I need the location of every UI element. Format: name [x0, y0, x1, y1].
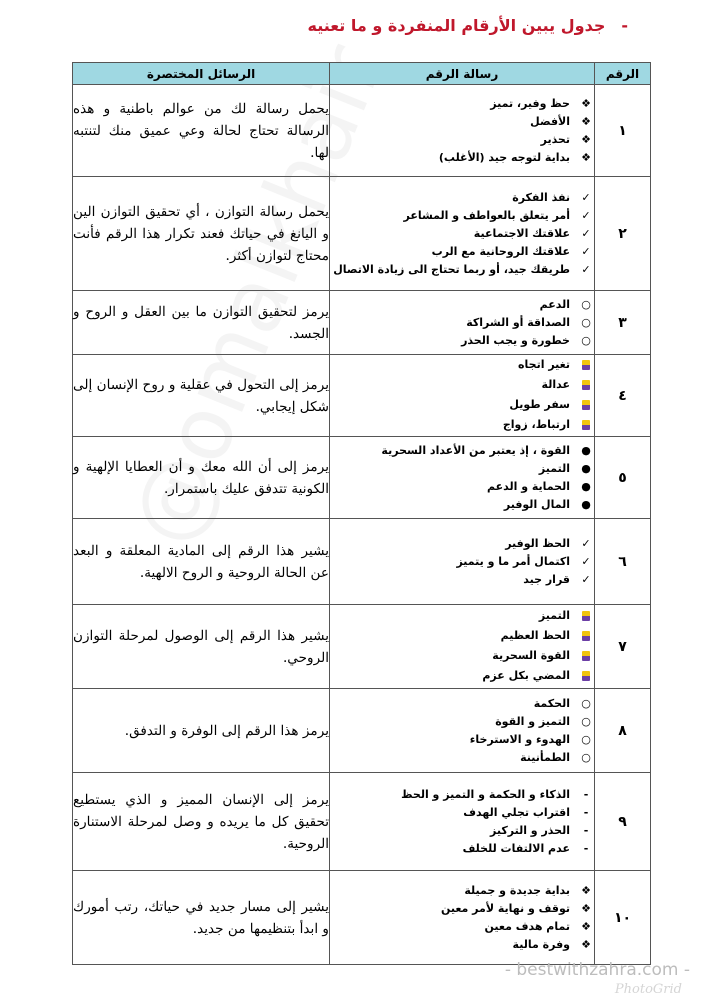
circle-bullet-icon: ○ — [581, 297, 591, 311]
circle-bullet-icon: ○ — [581, 750, 591, 764]
list-item-text: أمر يتعلق بالعواطف و المشاعر — [403, 208, 570, 222]
message-list — [330, 442, 594, 514]
dash-bullet-icon: - — [583, 787, 589, 801]
row-number: ١٠ — [595, 871, 651, 965]
list-item-text: الصداقة أو الشراكة — [466, 315, 570, 329]
list-item-text: الحماية و الدعم — [486, 479, 570, 493]
check-bullet-icon: ✓ — [581, 190, 591, 204]
diamond-bullet-icon: ❖ — [581, 114, 591, 128]
list-item-text: الهدوء و الاسترخاء — [469, 732, 570, 746]
row-number: ٤ — [595, 355, 651, 437]
list-item-text: التميز و القوة — [495, 714, 570, 728]
list-item — [330, 314, 594, 332]
list-item-text: تغير اتجاه — [518, 357, 570, 371]
footer-watermark-small: PhotoGrid — [614, 982, 682, 997]
diamond-bullet-icon: ❖ — [581, 883, 591, 897]
list-item — [330, 918, 594, 936]
list-item-text: الطمأنينة — [520, 750, 570, 764]
row-summary: يرمز هذا الرقم إلى الوفرة و التدفق. — [73, 689, 330, 773]
dot-bullet-icon: ● — [581, 497, 591, 511]
list-item-text: نفذ الفكرة — [512, 190, 570, 204]
table-row — [73, 437, 651, 519]
list-item-text: اقتراب تجلي الهدف — [463, 805, 570, 819]
flag-bullet-icon — [578, 607, 594, 627]
table-body — [73, 85, 651, 965]
list-item-text: القوة ، إذ يعتبر من الأعداد السحرية — [381, 443, 570, 457]
row-number: ٢ — [595, 177, 651, 291]
list-item — [330, 261, 594, 279]
header-message: رسالة الرقم — [330, 63, 595, 85]
list-item-text: الدعم — [539, 297, 570, 311]
table-header-row — [73, 63, 651, 85]
list-item-text: المضي بكل عزم — [482, 668, 570, 682]
list-item — [330, 804, 594, 822]
list-item — [330, 667, 594, 687]
list-item-text: وفرة مالية — [512, 937, 570, 951]
circle-bullet-icon: ○ — [581, 333, 591, 347]
list-item — [330, 478, 594, 496]
row-summary: يحمل رسالة التوازن ، أي تحقيق التوازن الين و اليانغ في حياتك فعند تكرار هذا الرقم فأنت محتاج لتوازن أكثر. — [73, 177, 330, 291]
circle-bullet-icon: ○ — [581, 732, 591, 746]
row-number: ٥ — [595, 437, 651, 519]
list-item — [330, 496, 594, 514]
list-item — [330, 647, 594, 667]
list-item-text: ارتباط، زواج — [502, 417, 570, 431]
list-item-text: الذكاء و الحكمة و التميز و الحظ — [401, 787, 570, 801]
list-item-text: تمام هدف معين — [484, 919, 570, 933]
list-item-text: القوة السحرية — [492, 648, 570, 662]
flag-bullet-icon — [578, 396, 594, 416]
row-messages — [330, 355, 595, 437]
row-summary: يشير إلى مسار جديد في حياتك، رتب أمورك و ابدأ بتنظيمها من جديد. — [73, 871, 330, 965]
list-item-text: عدم الالتفات للخلف — [462, 841, 570, 855]
list-item-text: بداية جديدة و جميلة — [464, 883, 570, 897]
list-item-text: علاقتك الروحانية مع الرب — [431, 244, 570, 258]
title-dash: - — [621, 16, 628, 35]
list-item — [330, 607, 594, 627]
numbers-table — [72, 62, 651, 965]
dash-bullet-icon: - — [583, 805, 589, 819]
list-item — [330, 535, 594, 553]
table-row — [73, 177, 651, 291]
title-text: جدول يبين الأرقام المنفردة و ما تعنيه — [307, 16, 606, 35]
row-number: ٨ — [595, 689, 651, 773]
list-item — [330, 936, 594, 954]
list-item — [330, 882, 594, 900]
row-summary: يرمز لتحقيق التوازن ما بين العقل و الروح و الجسد. — [73, 291, 330, 355]
list-item — [330, 356, 594, 376]
diamond-bullet-icon: ❖ — [581, 937, 591, 951]
list-item — [330, 416, 594, 436]
header-summary: الرسائل المختصرة — [73, 63, 330, 85]
list-item — [330, 131, 594, 149]
row-messages — [330, 291, 595, 355]
list-item — [330, 460, 594, 478]
row-summary: يشير هذا الرقم إلى المادية المعلقة و البعد عن الحالة الروحية و الروح الالهية. — [73, 519, 330, 605]
list-item — [330, 332, 594, 350]
row-summary: يرمز إلى أن الله معك و أن العطايا الإلهية و الكونية تتدفق عليك باستمرار. — [73, 437, 330, 519]
flag-bullet-icon — [578, 647, 594, 667]
list-item — [330, 840, 594, 858]
list-item — [330, 695, 594, 713]
list-item-text: التميز — [538, 461, 570, 475]
list-item-text: بداية لتوجه جيد (الأغلب) — [438, 150, 570, 164]
list-item — [330, 442, 594, 460]
list-item-text: عدالة — [541, 377, 570, 391]
circle-bullet-icon: ○ — [581, 714, 591, 728]
header-number: الرقم — [595, 63, 651, 85]
list-item-text: الحظ الوفير — [505, 536, 570, 550]
flag-bullet-icon — [578, 667, 594, 687]
list-item — [330, 189, 594, 207]
list-item-text: خطورة و يجب الحذر — [461, 333, 570, 347]
message-list — [330, 95, 594, 167]
flag-bullet-icon — [578, 356, 594, 376]
table-row — [73, 291, 651, 355]
dash-bullet-icon: - — [583, 841, 589, 855]
diamond-bullet-icon: ❖ — [581, 150, 591, 164]
flag-bullet-icon — [578, 627, 594, 647]
row-messages — [330, 605, 595, 689]
diamond-bullet-icon: ❖ — [581, 96, 591, 110]
list-item — [330, 786, 594, 804]
list-item-text: علاقتك الاجتماعية — [473, 226, 570, 240]
message-list — [330, 786, 594, 858]
list-item-text: التميز — [538, 608, 570, 622]
diamond-bullet-icon: ❖ — [581, 901, 591, 915]
list-item — [330, 627, 594, 647]
dot-bullet-icon: ● — [581, 461, 591, 475]
circle-bullet-icon: ○ — [581, 315, 591, 329]
table-row — [73, 605, 651, 689]
row-messages — [330, 437, 595, 519]
message-list — [330, 695, 594, 767]
list-item — [330, 376, 594, 396]
dot-bullet-icon: ● — [581, 479, 591, 493]
table-row — [73, 689, 651, 773]
row-messages — [330, 871, 595, 965]
check-bullet-icon: ✓ — [581, 554, 591, 568]
diamond-bullet-icon: ❖ — [581, 919, 591, 933]
table-row — [73, 355, 651, 437]
list-item-text: الحكمة — [533, 696, 570, 710]
message-list — [330, 607, 594, 687]
check-bullet-icon: ✓ — [581, 226, 591, 240]
list-item-text: الأفضل — [530, 114, 570, 128]
list-item — [330, 207, 594, 225]
table-row — [73, 519, 651, 605]
row-messages — [330, 773, 595, 871]
list-item-text: الحذر و التركيز — [490, 823, 570, 837]
row-messages — [330, 519, 595, 605]
list-item-text: توقف و نهاية لأمر معين — [440, 901, 570, 915]
table-row — [73, 871, 651, 965]
list-item-text: قرار جيد — [523, 572, 570, 586]
row-summary: يرمز إلى الإنسان المميز و الذي يستطيع تحقيق كل ما يريده و وصل لمرحلة الاستنارة الروحية. — [73, 773, 330, 871]
list-item — [330, 243, 594, 261]
check-bullet-icon: ✓ — [581, 572, 591, 586]
check-bullet-icon: ✓ — [581, 536, 591, 550]
list-item — [330, 396, 594, 416]
list-item — [330, 296, 594, 314]
row-messages — [330, 85, 595, 177]
list-item-text: اكتمال أمر ما و يتميز — [456, 554, 570, 568]
flag-bullet-icon — [578, 416, 594, 436]
dash-bullet-icon: - — [583, 823, 589, 837]
row-number: ٩ — [595, 773, 651, 871]
list-item — [330, 713, 594, 731]
message-list — [330, 535, 594, 589]
row-summary: يشير هذا الرقم إلى الوصول لمرحلة التوازن الروحي. — [73, 605, 330, 689]
row-number: ٧ — [595, 605, 651, 689]
message-list — [330, 296, 594, 350]
list-item-text: تحذير — [540, 132, 570, 146]
table-row — [73, 85, 651, 177]
row-messages — [330, 689, 595, 773]
check-bullet-icon: ✓ — [581, 244, 591, 258]
list-item-text: المال الوفير — [503, 497, 570, 511]
row-messages — [330, 177, 595, 291]
circle-bullet-icon: ○ — [581, 696, 591, 710]
list-item — [330, 553, 594, 571]
list-item — [330, 113, 594, 131]
list-item-text: سفر طويل — [509, 397, 570, 411]
message-list — [330, 356, 594, 436]
list-item — [330, 95, 594, 113]
check-bullet-icon: ✓ — [581, 262, 591, 276]
list-item — [330, 822, 594, 840]
list-item-text: طريقك جيد، أو ربما تحتاج الى زيادة الاتصال — [333, 262, 570, 276]
dot-bullet-icon: ● — [581, 443, 591, 457]
list-item-text: الحظ العظيم — [500, 628, 570, 642]
message-list — [330, 189, 594, 279]
list-item-text: حظ وفير، تميز — [490, 96, 570, 110]
row-number: ٣ — [595, 291, 651, 355]
page-title — [308, 16, 629, 35]
list-item — [330, 749, 594, 767]
check-bullet-icon: ✓ — [581, 208, 591, 222]
diamond-bullet-icon: ❖ — [581, 132, 591, 146]
row-summary: يحمل رسالة لك من عوالم باطنية و هذه الرسالة تحتاج لحالة وعي عميق منك لتنتبه لها. — [73, 85, 330, 177]
list-item — [330, 225, 594, 243]
list-item — [330, 149, 594, 167]
table-row — [73, 773, 651, 871]
list-item — [330, 900, 594, 918]
footer-watermark: - bestwithzahra.com - — [504, 960, 690, 980]
message-list — [330, 882, 594, 954]
row-number: ٦ — [595, 519, 651, 605]
row-number: ١ — [595, 85, 651, 177]
list-item — [330, 731, 594, 749]
row-summary: يرمز إلى التحول في عقلية و روح الإنسان إلى شكل إيجابي. — [73, 355, 330, 437]
list-item — [330, 571, 594, 589]
flag-bullet-icon — [578, 376, 594, 396]
